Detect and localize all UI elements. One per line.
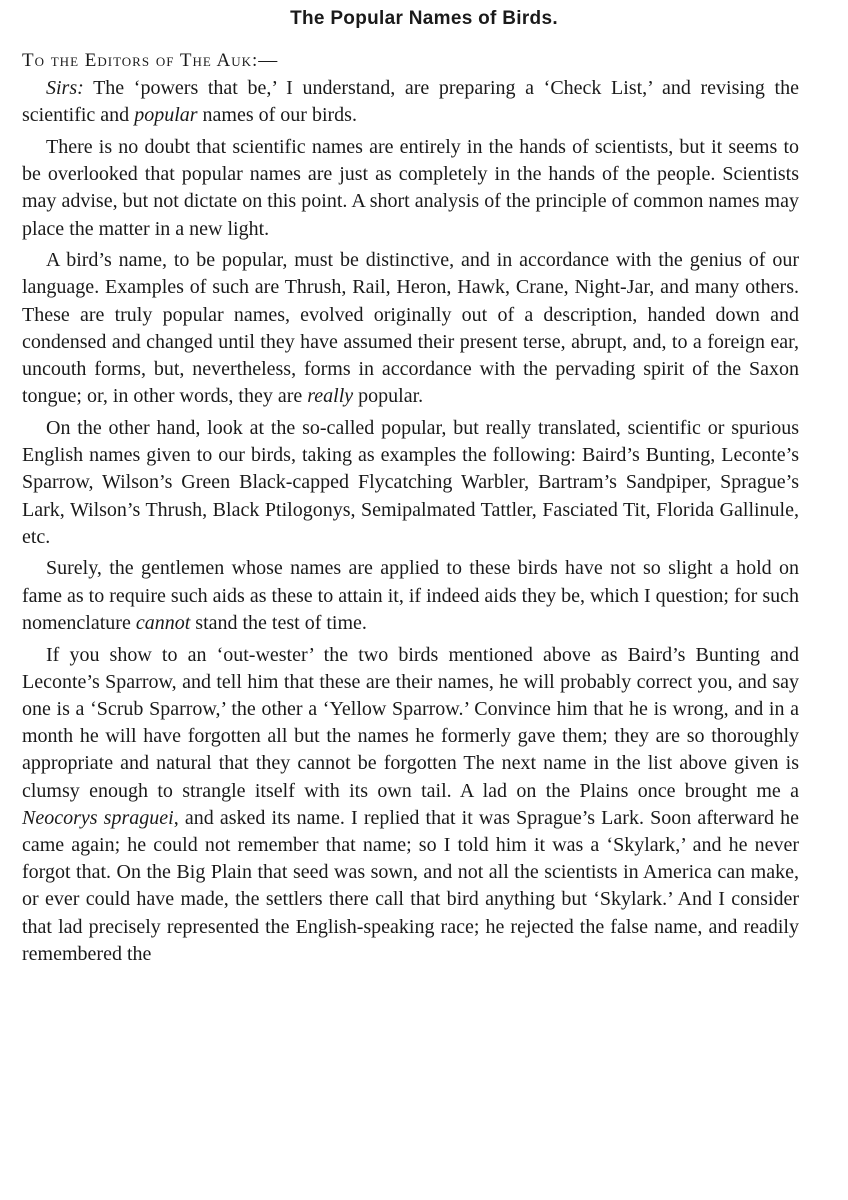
paragraph-4: On the other hand, look at the so-called popular, but really translated, scientific or spurious English names given to our birds, taking as examples the following: Baird’s Bunting, Leconte’s Sparrow, Wilson’s Green Black-capped Flycatching Warbler, Bartram’s Sandpiper, Sprague’s Lark, Wilson’s Thrush, Black Ptilogonys, Semipalmated Tattler, Fasciated Tit, Florida Gallinule, etc.: [22, 416, 799, 548]
emphasis-cannot: cannot: [135, 611, 191, 634]
article-title: The Popular Names of Birds.: [290, 8, 558, 29]
article-body: [22, 75, 799, 973]
salutation-sirs: Sirs:: [46, 77, 84, 99]
salutation: To the Editors of The Auk:—: [22, 50, 279, 71]
paragraph-3: A bird’s name, to be popular, must be distinctive, and in accordance with the genius of our language. Examples of such are Thrush, Rail, Heron, Hawk, Crane, Night-Jar, and many others. These are truly popular names, evolved originally out of a description, handed down and condensed and changed until they have assumed their present terse, abrupt, and, to a foreign ear, uncouth forms, but, nevertheless, forms in accordance with the pervading spirit of the Saxon tongue; or, in other words, they are really popular.: [22, 249, 799, 408]
paragraph-1: Sirs: The ‘powers that be,’ I understand, are preparing a ‘Check List,’ and revising the scientific and popular names of our birds.: [22, 77, 799, 127]
paragraph-5: Surely, the gentlemen whose names are applied to these birds have not so slight a hold on fame as to require such aids as these to attain it, if indeed aids they be, which I question; for such nomenclature cannot stand the test of time.: [22, 557, 799, 634]
emphasis-popular: popular: [134, 104, 198, 127]
emphasis-really: really: [307, 385, 354, 408]
paragraph-2: There is no doubt that scientific names are entirely in the hands of scientists, but it seems to be overlooked that popular names are just as completely in the hands of the people. Scientists may advise, but not dictate on this point. A short analysis of the principle of common names may place the matter in a new light.: [22, 135, 799, 240]
paragraph-6: If you show to an ‘out-wester’ the two birds mentioned above as Baird’s Bunting and Leconte’s Sparrow, and tell him that these are their names, he will probably correct you, and say one is a ‘Scrub Sparrow,’ the other a ‘Yellow Sparrow.’ Convince him that he is wrong, and in a month he will have forgotten all but the names he formerly gave them; they are so thoroughly appropriate and natural that they cannot be forgotten The next name in the list above given is clumsy enough to strangle itself with its own tail. A lad on the Plains once brought me a Neocorys spraguei, and asked its name. I replied that it was Sprague’s Lark. Soon afterward he came again; he could not remember that name; so I told him it was a ‘Skylark,’ and he never forgot that. On the Big Plain that seed was sown, and not all the scientists in America can make, or ever could have made, the settlers there call that bird anything but ‘Skylark.’ And I consider that lad precisely represented the English-speaking race; he rejected the false name, and readily remembered the: [22, 643, 799, 965]
species-name: Neocorys spraguei: [22, 806, 174, 829]
